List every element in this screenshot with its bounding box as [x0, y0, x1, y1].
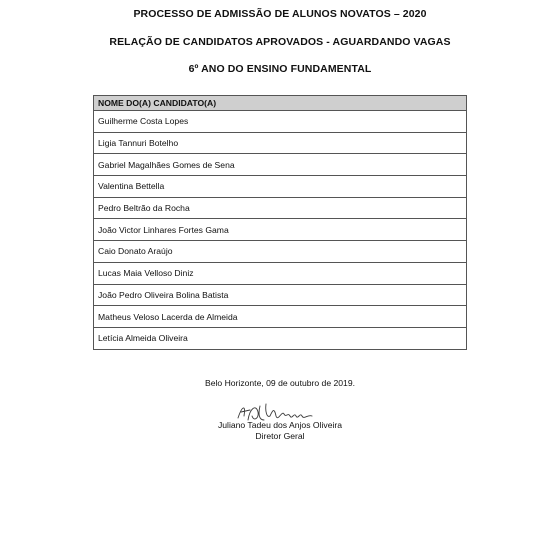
candidate-name-cell: Caio Donato Araújo: [94, 241, 467, 263]
candidate-name-cell: Pedro Beltrão da Rocha: [94, 197, 467, 219]
candidate-name-cell: Letícia Almeida Oliveira: [94, 327, 467, 349]
signer-title: Diretor Geral: [255, 431, 305, 441]
table-row: [94, 306, 467, 328]
table-row: [94, 132, 467, 154]
candidate-name-cell: Ligia Tannuri Botelho: [94, 132, 467, 154]
table-row: [94, 241, 467, 263]
candidate-name-cell: João Pedro Oliveira Bolina Batista: [94, 284, 467, 306]
table-row: [94, 176, 467, 198]
table-row: [94, 219, 467, 241]
table-row: [94, 111, 467, 133]
table-row: [94, 197, 467, 219]
table-header-row: [94, 96, 467, 111]
candidate-name-cell: Lucas Maia Velloso Diniz: [94, 262, 467, 284]
table-row: [94, 327, 467, 349]
signer-name: Juliano Tadeu dos Anjos Oliveira: [217, 420, 343, 430]
candidate-name-column-header: NOME DO(A) CANDIDATO(A): [94, 96, 467, 111]
place-and-date: Belo Horizonte, 09 de outubro de 2019.: [204, 378, 356, 388]
candidate-name-cell: Matheus Veloso Lacerda de Almeida: [94, 306, 467, 328]
candidate-name-cell: Guilherme Costa Lopes: [94, 111, 467, 133]
document-subtitle: RELAÇÃO DE CANDIDATOS APROVADOS - AGUARDANDO VAGAS: [109, 36, 451, 48]
table-row: [94, 262, 467, 284]
grade-level-heading: 6º ANO DO ENSINO FUNDAMENTAL: [188, 63, 372, 75]
candidates-table: [93, 95, 467, 350]
document-title: PROCESSO DE ADMISSÃO DE ALUNOS NOVATOS – 2020: [133, 8, 427, 20]
candidate-name-cell: Gabriel Magalhães Gomes de Sena: [94, 154, 467, 176]
table-row: [94, 154, 467, 176]
table-row: [94, 284, 467, 306]
candidate-name-cell: Valentina Bettella: [94, 176, 467, 198]
candidate-name-cell: João Victor Linhares Fortes Gama: [94, 219, 467, 241]
